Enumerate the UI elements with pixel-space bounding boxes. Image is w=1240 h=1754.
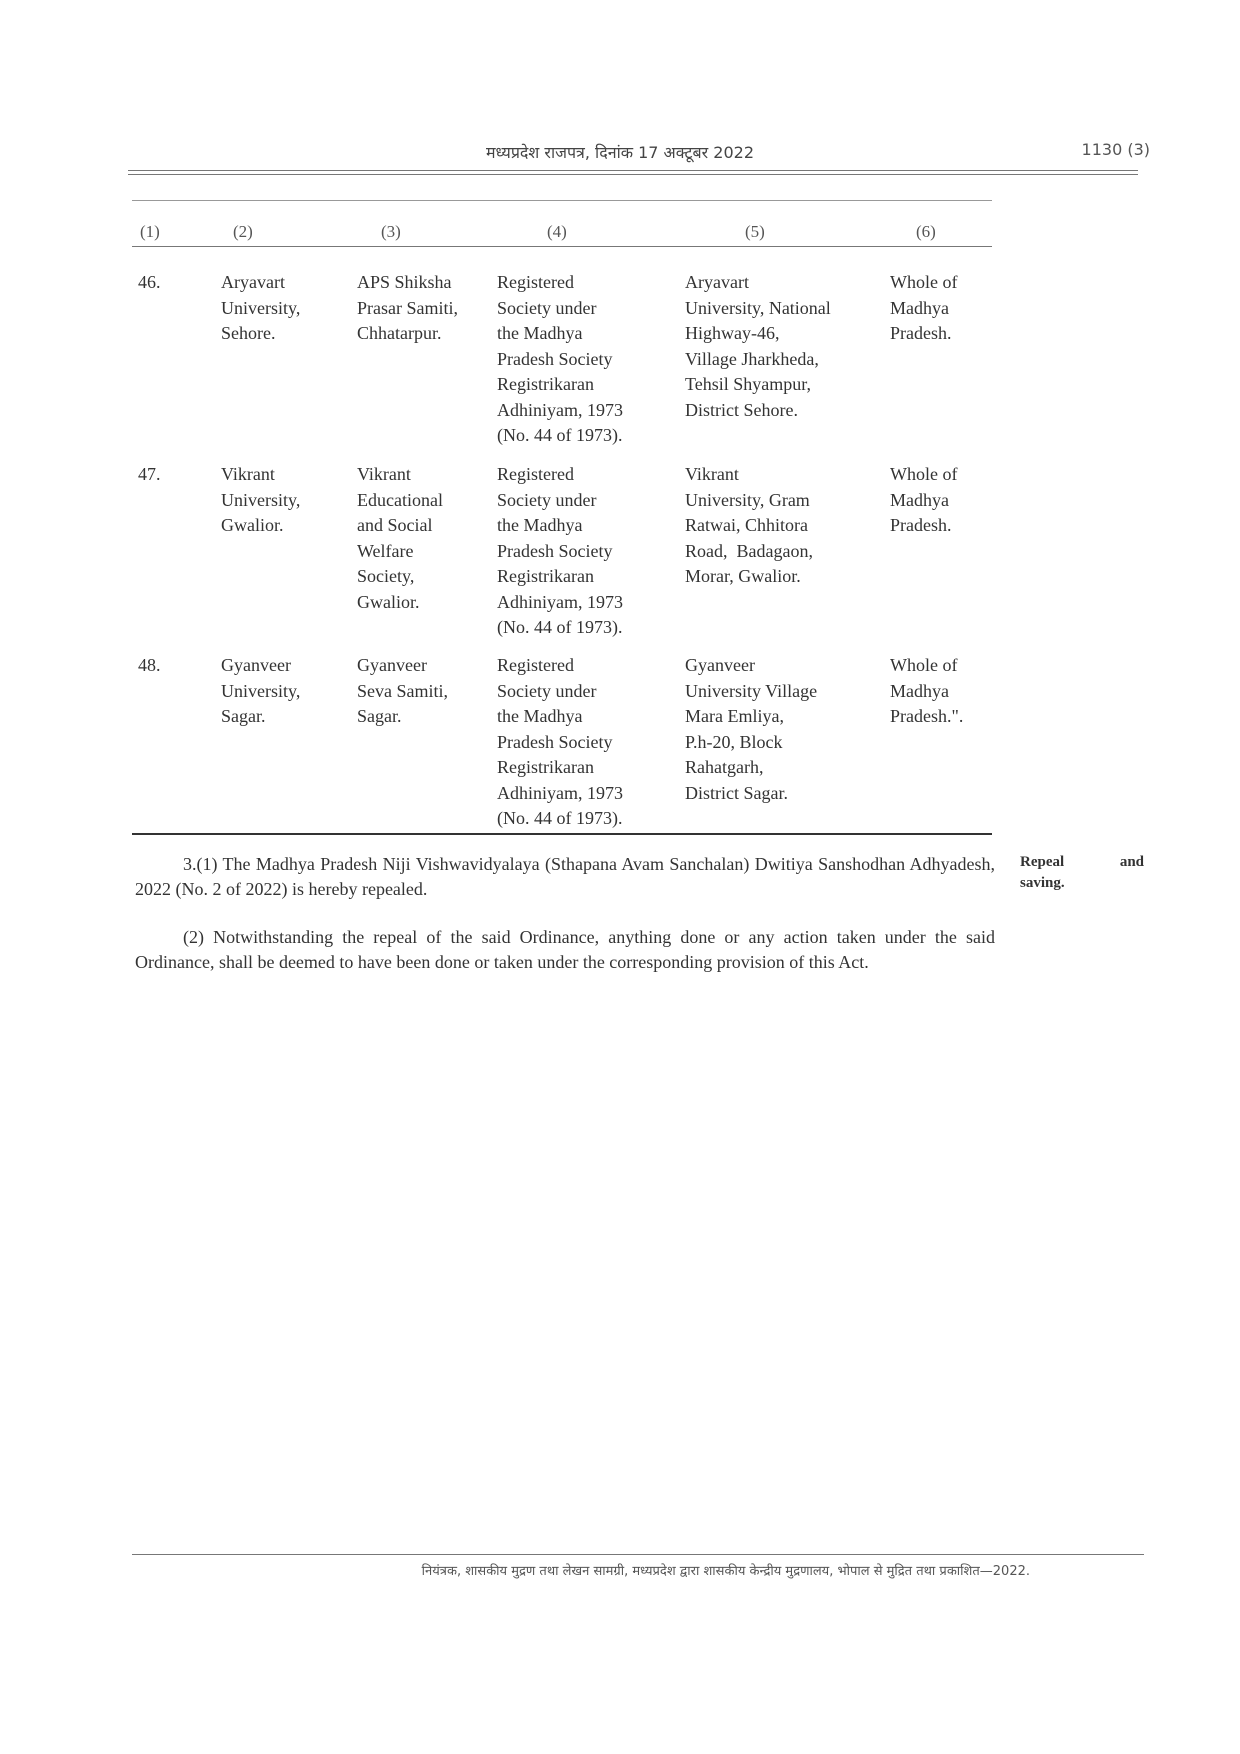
cell-line: (No. 44 of 1973). [497, 425, 623, 445]
header-double-rule [128, 170, 1138, 175]
cell-line: Road, Badagaon, [685, 540, 813, 561]
cell-line: University, [221, 489, 301, 510]
cell-line: Mara Emliya, [685, 706, 784, 726]
cell-line: Whole of [890, 464, 958, 484]
table-cell-university-name [221, 270, 300, 347]
table-cell-jurisdiction [890, 270, 957, 347]
cell-line: University Village [685, 680, 818, 701]
cell-line: Adhiniyam, 1973 [497, 782, 623, 803]
cell-line: Madhya [890, 489, 949, 510]
table-cell-serial-number: 46. [138, 272, 161, 292]
cell-line: Adhiniyam, 1973 [497, 591, 623, 612]
cell-line: Pradesh. [890, 515, 952, 535]
table-cell-serial-number: 47. [138, 464, 161, 484]
cell-line: Ratwai, Chhitora [685, 515, 808, 535]
table-cell-registration-details [497, 270, 623, 449]
cell-line: Vikrant [357, 464, 411, 484]
footer-imprint: नियंत्रक, शासकीय मुद्रण तथा लेखन सामग्री, मध्यप्रदेश द्वारा शासकीय केन्द्रीय मुद्रणालय, भोपाल से मुद्रित तथा प्रकाशित—2022. [421, 1564, 1030, 1579]
cell-line: Registrikaran [497, 757, 594, 777]
cell-line: Registered [497, 655, 574, 675]
cell-line: Gwalior. [357, 591, 420, 612]
cell-line: Educational [357, 489, 443, 510]
cell-line: Whole of [890, 272, 958, 292]
cell-line: Vikrant [685, 464, 739, 484]
table-cell-sponsoring-society [357, 462, 443, 615]
cell-line: Registered [497, 464, 574, 484]
cell-line: Village Jharkheda, [685, 348, 819, 369]
table-cell-registration-details [497, 653, 623, 832]
cell-line: Gyanveer [685, 655, 755, 675]
cell-line: Society under [497, 297, 597, 318]
cell-line: Madhya [890, 680, 949, 701]
column-header: (1) [140, 222, 160, 241]
table-cell-university-address [685, 270, 831, 423]
table-cell-sponsoring-society [357, 270, 458, 347]
margin-note-word: and [1119, 854, 1144, 870]
cell-line: Adhiniyam, 1973 [497, 399, 623, 420]
column-header: (4) [547, 222, 567, 241]
cell-line: Aryavart [221, 272, 285, 292]
cell-line: University, National [685, 297, 831, 318]
cell-line: Vikrant [221, 464, 275, 484]
table-cell-jurisdiction [890, 462, 957, 539]
table-cell-university-name [221, 462, 300, 539]
cell-line: Registrikaran [497, 566, 594, 586]
section-3-paragraph-2: (2) Notwithstanding the repeal of the said Ordinance, anything done or any action taken under the said Ordinance, shall be deemed to have been done or taken under the corresponding provision of this Act. [135, 927, 995, 972]
cell-line: Sehore. [221, 323, 276, 343]
table-cell-sponsoring-society [357, 653, 448, 730]
cell-line: (No. 44 of 1973). [497, 808, 623, 828]
cell-line: Pradesh Society [497, 540, 613, 561]
table-top-rule [132, 200, 992, 201]
table-cell-registration-details [497, 462, 623, 641]
column-header: (5) [745, 222, 765, 241]
cell-line: P.h-20, Block [685, 731, 783, 752]
cell-line: Whole of [890, 655, 958, 675]
cell-line: Welfare [357, 540, 414, 561]
cell-line: Seva Samiti, [357, 680, 448, 701]
column-header: (3) [381, 222, 401, 241]
cell-line: Society under [497, 680, 597, 701]
cell-line: and Social [357, 515, 433, 535]
table-cell-university-name [221, 653, 300, 730]
cell-line: University, Gram [685, 489, 810, 510]
cell-line: Madhya [890, 297, 949, 318]
cell-line: Sagar. [357, 706, 402, 726]
table-header-rule [132, 246, 992, 247]
margin-note-word: Repeal [1020, 854, 1065, 870]
cell-line: University, [221, 297, 301, 318]
cell-line: the Madhya [497, 515, 583, 535]
cell-line: Pradesh.". [890, 706, 964, 726]
cell-line: (No. 44 of 1973). [497, 617, 623, 637]
margin-note-word: saving. [1020, 875, 1065, 891]
cell-line: Society under [497, 489, 597, 510]
cell-line: Registrikaran [497, 374, 594, 394]
cell-line: Chhatarpur. [357, 323, 442, 343]
cell-line: Gyanveer [221, 655, 291, 675]
page-header-title: मध्यप्रदेश राजपत्र, दिनांक 17 अक्टूबर 2022 [485, 143, 755, 162]
cell-line: Aryavart [685, 272, 749, 292]
cell-line: District Sehore. [685, 399, 798, 420]
table-cell-university-address [685, 462, 813, 590]
cell-line: the Madhya [497, 323, 583, 343]
cell-line: Prasar Samiti, [357, 297, 458, 318]
cell-line: Gwalior. [221, 515, 284, 535]
cell-line: Pradesh Society [497, 348, 613, 369]
cell-line: Pradesh. [890, 323, 952, 343]
cell-line: Pradesh Society [497, 731, 613, 752]
cell-line: University, [221, 680, 301, 701]
column-header: (6) [916, 222, 936, 241]
table-cell-university-address [685, 653, 817, 806]
table-bottom-rule [132, 833, 992, 835]
table-cell-serial-number: 48. [138, 655, 161, 675]
cell-line: Society, [357, 566, 415, 586]
column-header: (2) [233, 222, 253, 241]
cell-line: Tehsil Shyampur, [685, 374, 812, 394]
cell-line: APS Shiksha [357, 272, 452, 292]
table-cell-jurisdiction [890, 653, 963, 730]
margin-note-repeal-and-saving [1020, 852, 1144, 894]
cell-line: Highway-46, [685, 323, 780, 343]
cell-line: Sagar. [221, 706, 266, 726]
cell-line: Registered [497, 272, 574, 292]
cell-line: Morar, Gwalior. [685, 566, 801, 586]
section-3-paragraph-1: 3.(1) The Madhya Pradesh Niji Vishwavidyalaya (Sthapana Avam Sanchalan) Dwitiya Sanshodhan Adhyadesh, 2022 (No. 2 of 2022) is hereby repealed. [135, 854, 995, 899]
page-number: 1130 (3) [1081, 140, 1150, 159]
cell-line: District Sagar. [685, 782, 788, 803]
cell-line: Gyanveer [357, 655, 427, 675]
cell-line: Rahatgarh, [685, 757, 764, 777]
cell-line: the Madhya [497, 706, 583, 726]
footer-rule [132, 1554, 1144, 1555]
